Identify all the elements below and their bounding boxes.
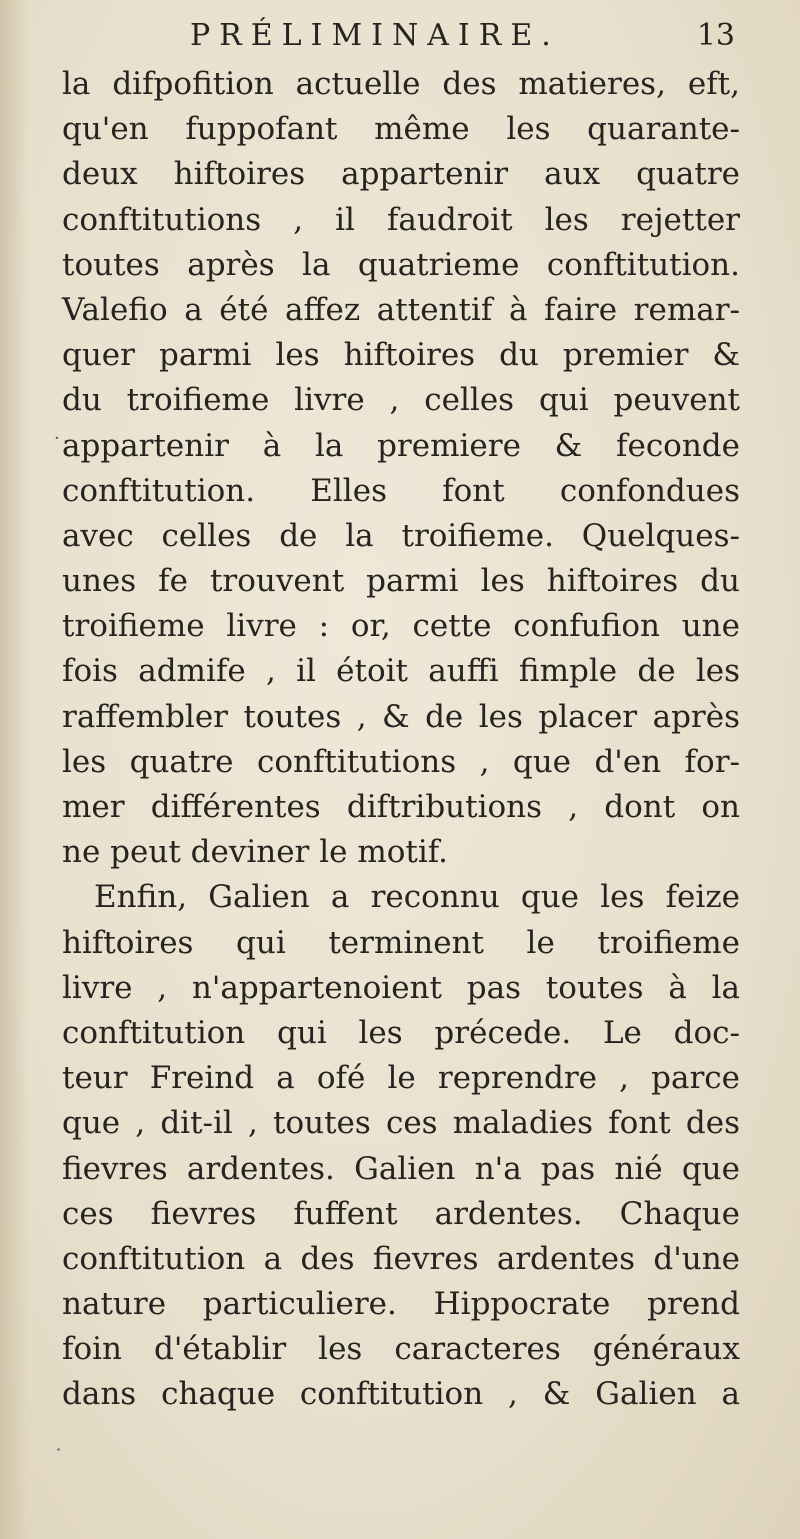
body-text (62, 62, 740, 1418)
text-line: troifieme livre : or, cette confufion une (62, 608, 740, 645)
text-line: les quatre conftitutions , que d'en for- (62, 743, 740, 780)
text-line: teur Freind a ofé le reprendre , parce (62, 1060, 740, 1097)
text-line: livre , n'appartenoient pas toutes à la (62, 969, 740, 1006)
text-line: conftitution qui les précede. Le doc- (62, 1014, 740, 1051)
text-line: fievres ardentes. Galien n'a pas nié que (62, 1150, 740, 1187)
text-line: nature particuliere. Hippocrate prend (62, 1286, 740, 1323)
text-line: qu'en fuppofant même les quarante- (62, 111, 740, 148)
page-number: 13 (696, 18, 735, 53)
text-line: quer parmi les hiftoires du premier & (62, 337, 740, 374)
paragraph-end-line: ne peut deviner le motif. (62, 834, 449, 871)
text-line: appartenir à la premiere & feconde (62, 427, 740, 464)
text-line: avec celles de la troifieme. Quelques- (62, 517, 740, 554)
paragraph-start-line: Enfin, Galien a reconnu que les feize (94, 879, 740, 916)
text-line: du troifieme livre , celles qui peuvent (62, 382, 740, 419)
text-line: toutes après la quatrieme conftitution. (62, 246, 740, 283)
text-line: la difpofition actuelle des matieres, eft, (62, 66, 740, 102)
text-line: mer différentes diftributions , dont on (62, 789, 740, 825)
text-line: hiftoires qui terminent le troifieme (62, 924, 740, 961)
text-line: foin d'établir les caracteres généraux (62, 1331, 740, 1368)
text-line: que , dit-il , toutes ces maladies font des (62, 1105, 740, 1142)
text-line: unes fe trouvent parmi les hiftoires du (62, 563, 740, 600)
margin-dot: · (56, 1440, 62, 1459)
text-line: conftitution a des fievres ardentes d'une (62, 1240, 740, 1277)
text-line: Valefio a été affez attentif à faire remar- (62, 291, 740, 328)
text-line: conftitutions , il faudroit les rejetter (62, 201, 740, 238)
text-line: ces fievres fuffent ardentes. Chaque (62, 1195, 740, 1232)
text-line: fois admife , il étoit auffi fimple de les (62, 653, 740, 690)
text-line: dans chaque conftitution , & Galien a (62, 1376, 740, 1413)
text-line: raffembler toutes , & de les placer après (62, 698, 740, 735)
text-line: conftitution. Elles font confondues (62, 472, 740, 509)
page-edge-shadow (0, 0, 28, 1539)
running-head (190, 14, 735, 62)
margin-mark: · (54, 428, 60, 449)
running-head-title: PRÉLIMINAIRE. (190, 18, 560, 53)
text-line: deux hiftoires appartenir aux quatre (62, 156, 740, 193)
